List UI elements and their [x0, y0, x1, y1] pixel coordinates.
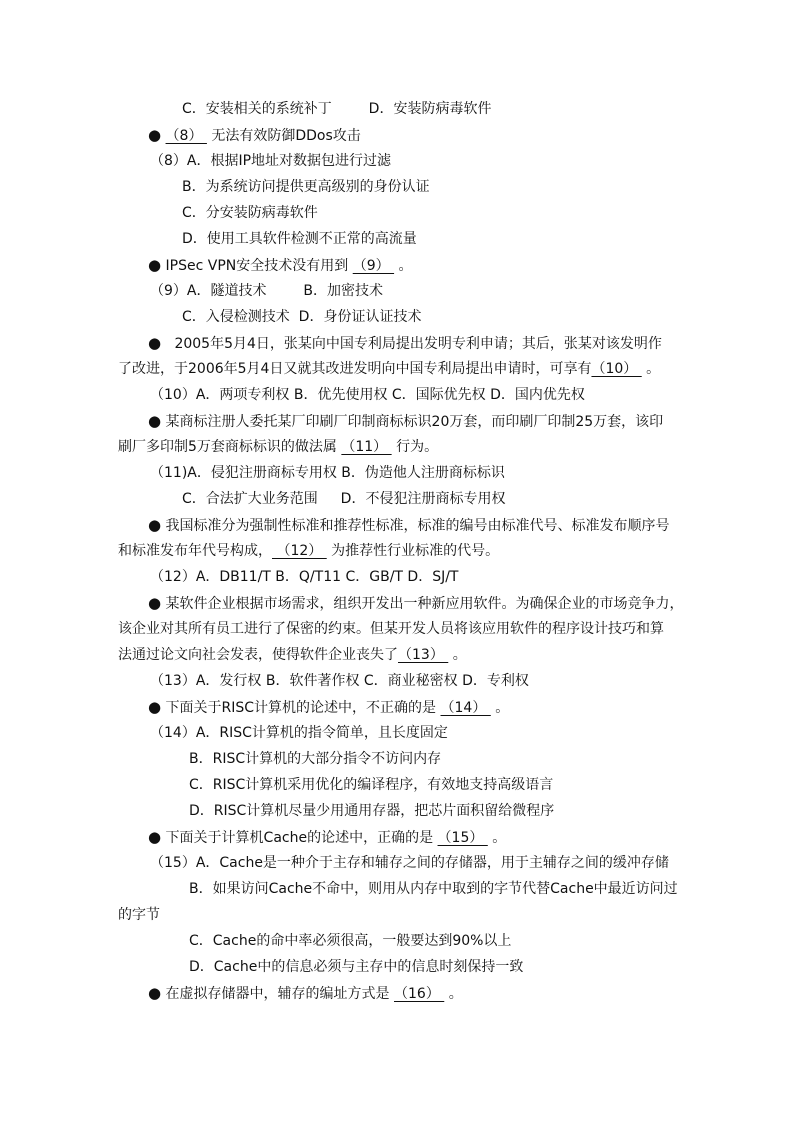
question-10-line-2: 了改进，于2006年5月4日又就其改进发明向中国专利局提出申请时，可享有（10） 。: [118, 361, 661, 377]
answer-blank-8: （8）: [165, 128, 207, 144]
question-10-line-1: ● 2005年5月4日，张某向中国专利局提出发明专利申请；其后，张某对该发明作: [148, 334, 662, 352]
question-11-line-1: ● 某商标注册人委托某厂印刷厂印制商标标识20万套，而印刷厂印制25万套，该印: [148, 412, 664, 430]
bullet-icon: ●: [148, 126, 162, 144]
answer-blank-12: （12）: [272, 543, 327, 559]
bullet-icon: ●: [148, 412, 162, 430]
option-line-14a: （14）A．RISC计算机的指令简单，且长度固定: [150, 725, 448, 741]
answer-blank-15: （15）: [437, 830, 488, 846]
question-8: ● （8） 无法有效防御DDos攻击: [148, 126, 361, 144]
option-line-11ab: （11)A．侵犯注册商标专用权 B．伪造他人注册商标标识: [150, 465, 505, 481]
bullet-icon: ●: [148, 698, 162, 716]
answer-blank-10: （10）: [591, 361, 642, 377]
question-13-line-3: 法通过论文向社会发表，使得软件企业丧失了（13） 。: [118, 647, 467, 663]
option-line-8b: B．为系统访问提供更高级别的身份认证: [182, 179, 430, 195]
option-line-13: （13）A．发行权 B．软件著作权 C．商业秘密权 D．专利权: [150, 673, 529, 689]
option-line-10: （10）A．两项专利权 B．优先使用权 C．国际优先权 D．国内优先权: [150, 387, 585, 403]
option-line-14b: B．RISC计算机的大部分指令不访问内存: [189, 751, 442, 767]
option-line-15c: C．Cache的命中率必须很高，一般要达到90%以上: [189, 933, 512, 949]
question-12-line-1: ● 我国标准分为强制性标准和推荐性标准，标准的编号由标准代号、标准发布顺序号: [148, 516, 670, 534]
question-12-line-2: 和标准发布年代号构成， （12） 为推荐性行业标准的代号。: [118, 543, 500, 559]
bullet-icon: ●: [148, 516, 162, 534]
question-14: ● 下面关于RISC计算机的论述中，不正确的是 （14） 。: [148, 698, 510, 716]
option-line-15b: B．如果访问Cache不命中，则用从内存中取到的字节代替Cache中最近访问过: [189, 881, 678, 897]
question-16: ● 在虚拟存储器中，辅存的编址方式是 （16） 。: [148, 984, 463, 1002]
bullet-icon: ●: [148, 984, 162, 1002]
bullet-icon: ●: [148, 828, 162, 846]
question-13-line-1: ● 某软件企业根据市场需求，组织开发出一种新应用软件。为确保企业的市场竞争力，: [148, 594, 684, 612]
option-line-8d: D．使用工具软件检测不正常的高流量: [182, 231, 417, 247]
option-line-14c: C．RISC计算机采用优化的编译程序，有效地支持高级语言: [189, 777, 554, 793]
option-line-15d: D．Cache中的信息必须与主存中的信息时刻保持一致: [189, 959, 524, 975]
option-line-11cd: C．合法扩大业务范围 D．不侵犯注册商标专用权: [182, 491, 506, 507]
answer-blank-14: （14）: [440, 700, 491, 716]
option-line-15b-cont: 的字节: [118, 907, 160, 923]
bullet-icon: ●: [148, 334, 162, 352]
option-line-12: （12）A．DB11/T B．Q/T11 C．GB/T D．SJ/T: [150, 569, 459, 585]
question-13-line-2: 该企业对其所有员工进行了保密的约束。但某开发人员将该应用软件的程序设计技巧和算: [118, 621, 664, 637]
option-line-7cd: C．安装相关的系统补丁 D．安装防病毒软件: [182, 101, 492, 117]
answer-blank-16: （16）: [394, 986, 445, 1002]
option-line-8c: C．分安装防病毒软件: [182, 205, 318, 221]
option-line-9ab: （9）A．隧道技术 B．加密技术: [150, 283, 383, 299]
question-9: ● IPSec VPN安全技术没有用到 （9） 。: [148, 256, 413, 274]
bullet-icon: ●: [148, 594, 162, 612]
answer-blank-11: （11）: [341, 439, 392, 455]
answer-blank-13: （13）: [398, 647, 449, 663]
question-11-line-2: 刷厂多印制5万套商标标识的做法属 （11） 行为。: [118, 439, 439, 455]
option-line-8a: （8）A．根据IP地址对数据包进行过滤: [150, 153, 392, 169]
answer-blank-9: （9）: [352, 258, 395, 274]
option-line-9cd: C．入侵检测技术 D．身份证认证技术: [182, 309, 422, 325]
option-line-14d: D．RISC计算机尽量少用通用存器，把芯片面积留给微程序: [189, 803, 555, 819]
bullet-icon: ●: [148, 256, 162, 274]
question-15: ● 下面关于计算机Cache的论述中，正确的是 （15） 。: [148, 828, 507, 846]
option-line-15a: （15）A．Cache是一种介于主存和辅存之间的存储器，用于主辅存之间的缓冲存储: [150, 855, 669, 871]
